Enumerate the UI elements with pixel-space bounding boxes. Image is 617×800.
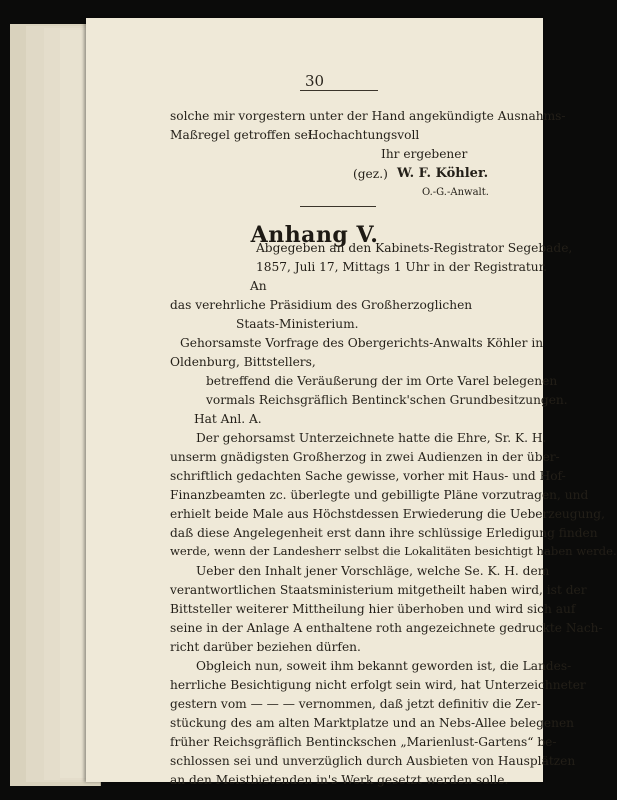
body-line: Obgleich nun, soweit ihm bekannt geworden ist, die Landes-: [196, 659, 572, 673]
body-line: an den Meistbietenden in's Werk gesetzt werden solle.: [170, 773, 509, 787]
address-line-2: Staats-Ministerium.: [236, 317, 359, 331]
closing-line-2b: Hochachtungsvoll: [308, 128, 420, 142]
body-line: herrliche Besichtigung nicht erfolgt sein wird, hat Unterzeichneter: [170, 678, 586, 692]
signature-prefix: (gez.): [353, 167, 388, 181]
subject-line-4: vormals Reichsgräflich Bentinck'schen Grundbesitzungen.: [206, 393, 568, 407]
address-an: An: [250, 279, 267, 293]
closing-line-2a: Maßregel getroffen sei.: [170, 128, 316, 142]
address-line-1: das verehrliche Präsidium des Großherzoglichen: [170, 298, 473, 312]
closing-line-3: Ihr ergebener: [381, 147, 468, 161]
body-line: Der gehorsamst Unterzeichnete hatte die Ehre, Sr. K. H.: [196, 431, 547, 445]
body-line: seine in der Anlage A enthaltene roth angezeichnete gedruckte Nach-: [170, 621, 603, 635]
section-rule: [300, 206, 376, 207]
body-line: unserm gnädigsten Großherzog in zwei Audienzen in der über-: [170, 450, 560, 464]
signature-title: O.-G.-Anwalt.: [422, 187, 489, 198]
subject-line-2: Oldenburg, Bittstellers,: [170, 355, 316, 369]
body-line: richt darüber beziehen dürfen.: [170, 640, 361, 654]
subject-line-3: betreffend die Veräußerung der im Orte Varel belegenen: [206, 374, 558, 388]
body-line: Finanzbeamten zc. überlegte und gebilligte Pläne vorzutragen, und: [170, 488, 589, 502]
body-line: daß diese Angelegenheit erst dann ihre schlüssige Erledigung finden: [170, 526, 598, 540]
body-line: Ueber den Inhalt jener Vorschläge, welche Se. K. H. dem: [196, 564, 550, 578]
body-line: gestern vom — — — vernommen, daß jetzt definitiv die Zer-: [170, 697, 541, 711]
body-line: stückung des am alten Marktplatze und an Nebs-Allee belegenen: [170, 716, 575, 730]
signature-name: W. F. Köhler.: [397, 166, 489, 181]
closing-line-1: solche mir vorgestern unter der Hand angekündigte Ausnahms-: [170, 109, 566, 123]
header-rule: [300, 90, 378, 91]
subject-line-1: Gehorsamste Vorfrage des Obergerichts-Anwalts Köhler in: [180, 336, 544, 350]
body-line: schlossen sei und unverzüglich durch Ausbieten von Hausplätzen: [170, 754, 576, 768]
receipt-line-2: 1857, Juli 17, Mittags 1 Uhr in der Registratur.: [256, 260, 548, 274]
annex-title: Anhang V.: [250, 222, 379, 248]
body-line: erhielt beide Male aus Höchstdessen Erwiederung die Ueberzeugung,: [170, 507, 605, 521]
document-page: [86, 18, 617, 787]
body-line: verantwortlichen Staatsministerium mitgetheilt haben wird, ist der: [170, 583, 587, 597]
body-line: Bittsteller weiterer Mittheilung hier überhoben und wird sich auf: [170, 602, 576, 616]
body-line: werde, wenn der Landesherr selbst die Lokalitäten besichtigt haben werde.: [170, 544, 617, 558]
receipt-line-1: Abgegeben an den Kabinets-Registrator Segebade,: [256, 241, 573, 255]
subject-line-5: Hat Anl. A.: [194, 412, 262, 426]
page-number: 30: [304, 72, 325, 90]
body-line: schriftlich gedachten Sache gewisse, vorher mit Haus- und Hof-: [170, 469, 566, 483]
body-line: früher Reichsgräflich Bentinckschen „Marienlust-Gartens“ be-: [170, 735, 557, 749]
